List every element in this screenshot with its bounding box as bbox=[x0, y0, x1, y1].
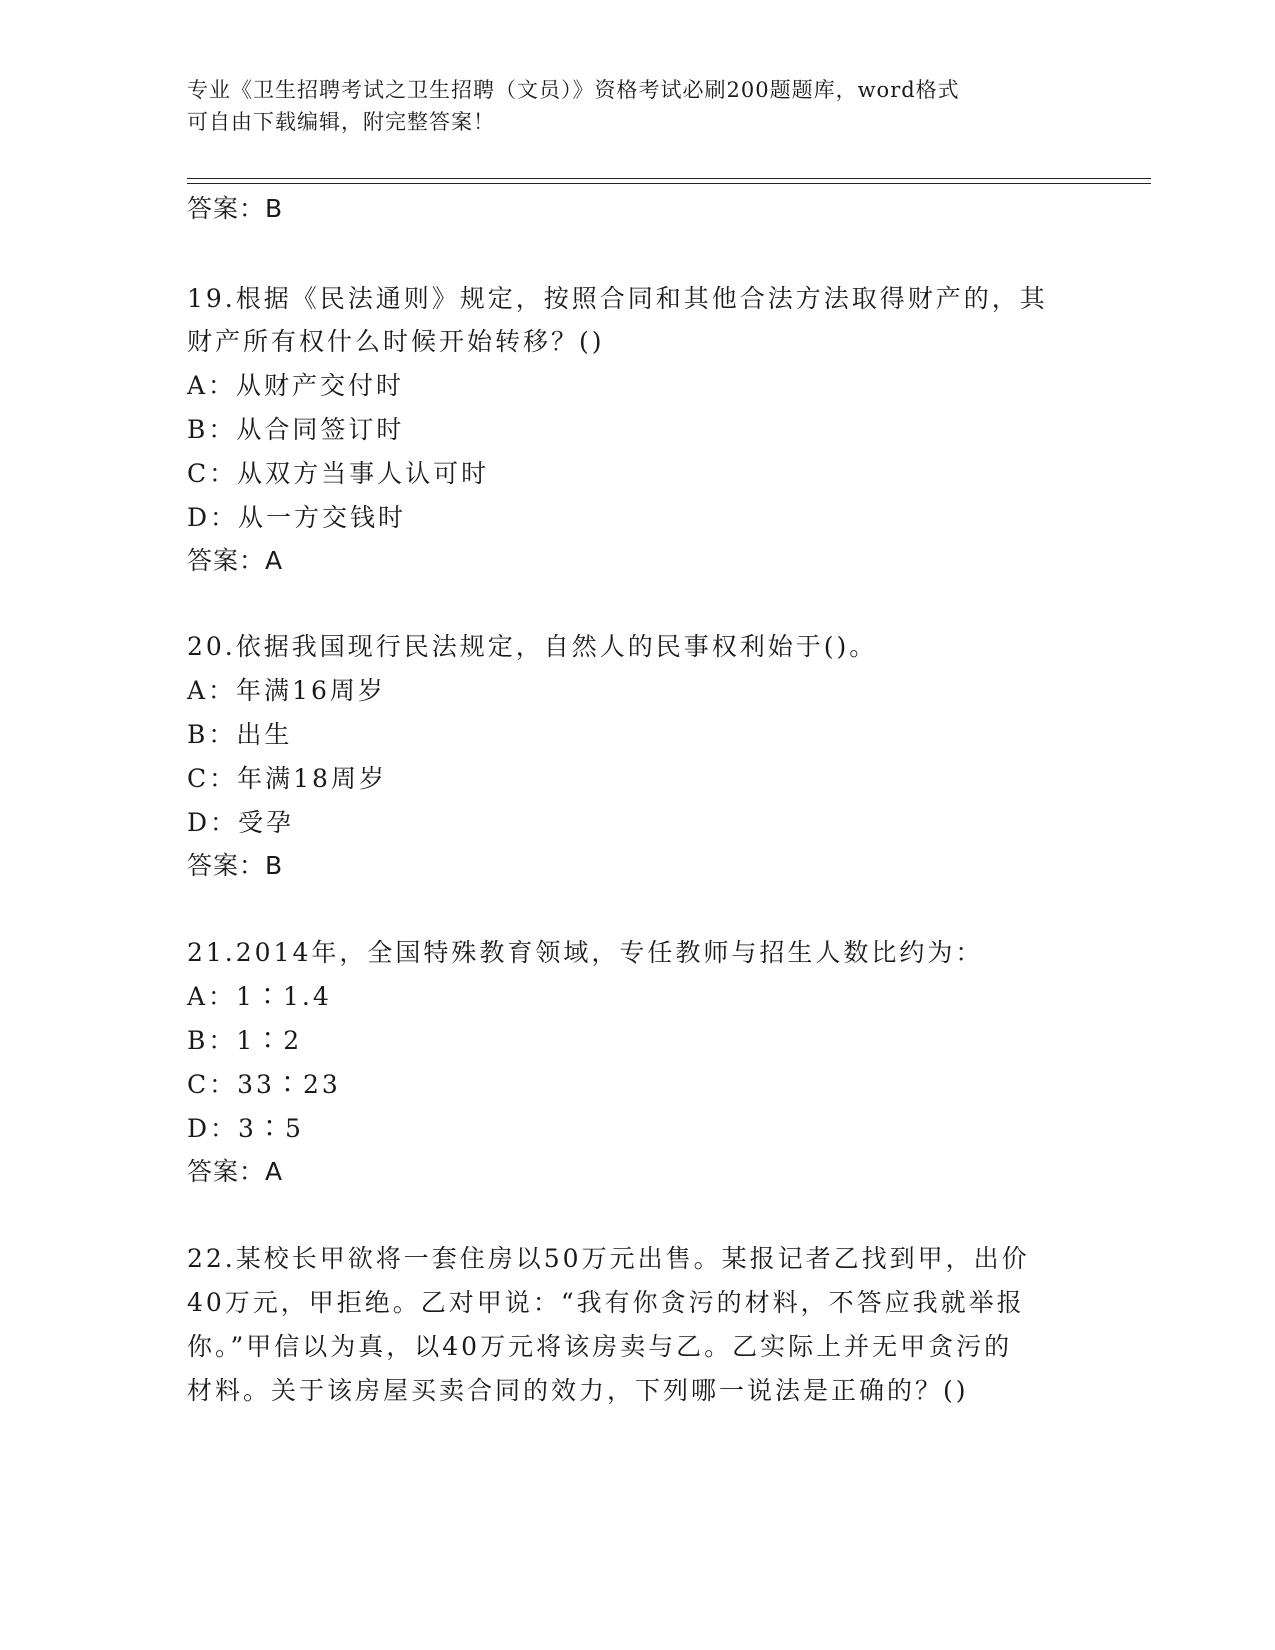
question-19-option-a: A：从财产交付时 bbox=[187, 371, 405, 400]
header-line-2: 可自由下载编辑，附完整答案！ bbox=[187, 110, 495, 134]
answer-q20: 答案：B bbox=[187, 851, 284, 880]
question-21-option-d: D：3∶5 bbox=[187, 1114, 304, 1143]
header-line-1: 专业《卫生招聘考试之卫生招聘（文员）》资格考试必刷200题题库，word格式 bbox=[187, 78, 960, 102]
question-22-stem-line-3: 你。”甲信以为真，以40万元将该房卖与乙。乙实际上并无甲贪污的 bbox=[187, 1332, 1013, 1361]
question-20-option-a: A：年满16周岁 bbox=[187, 676, 386, 705]
answer-q18: 答案：B bbox=[187, 194, 284, 223]
question-21-stem-line-1: 21.2014年，全国特殊教育领域，专任教师与招生人数比约为： bbox=[187, 938, 984, 967]
question-19-stem-line-1: 19.根据《民法通则》规定，按照合同和其他合法方法取得财产的，其 bbox=[187, 284, 1048, 313]
question-20-option-c: C：年满18周岁 bbox=[187, 764, 387, 793]
question-20-stem-line-1: 20.依据我国现行民法规定，自然人的民事权利始于()。 bbox=[187, 632, 878, 661]
question-21-option-a: A：1∶1.4 bbox=[187, 982, 332, 1011]
answer-q21: 答案：A bbox=[187, 1157, 284, 1186]
question-19-option-c: C：从双方当事人认可时 bbox=[187, 459, 490, 488]
header-rule-bottom bbox=[187, 183, 1151, 184]
question-20-option-d: D：受孕 bbox=[187, 808, 295, 837]
question-19-option-d: D：从一方交钱时 bbox=[187, 503, 407, 532]
question-19-stem-line-2: 财产所有权什么时候开始转移？() bbox=[187, 327, 605, 356]
header-rule-top bbox=[187, 178, 1151, 179]
document-header bbox=[187, 74, 1067, 138]
question-22-stem-line-2: 40万元，甲拒绝。乙对甲说：“我有你贪污的材料，不答应我就举报 bbox=[187, 1288, 1025, 1317]
question-21-option-c: C：33∶23 bbox=[187, 1070, 341, 1099]
question-20-option-b: B：出生 bbox=[187, 720, 293, 749]
answer-q19: 答案：A bbox=[187, 546, 284, 575]
question-22-stem-line-4: 材料。关于该房屋买卖合同的效力，下列哪一说法是正确的？() bbox=[187, 1376, 969, 1405]
question-19-option-b: B：从合同签订时 bbox=[187, 415, 405, 444]
question-21-option-b: B：1∶2 bbox=[187, 1026, 303, 1055]
question-22-stem-line-1: 22.某校长甲欲将一套住房以50万元出售。某报记者乙找到甲，出价 bbox=[187, 1244, 1030, 1273]
